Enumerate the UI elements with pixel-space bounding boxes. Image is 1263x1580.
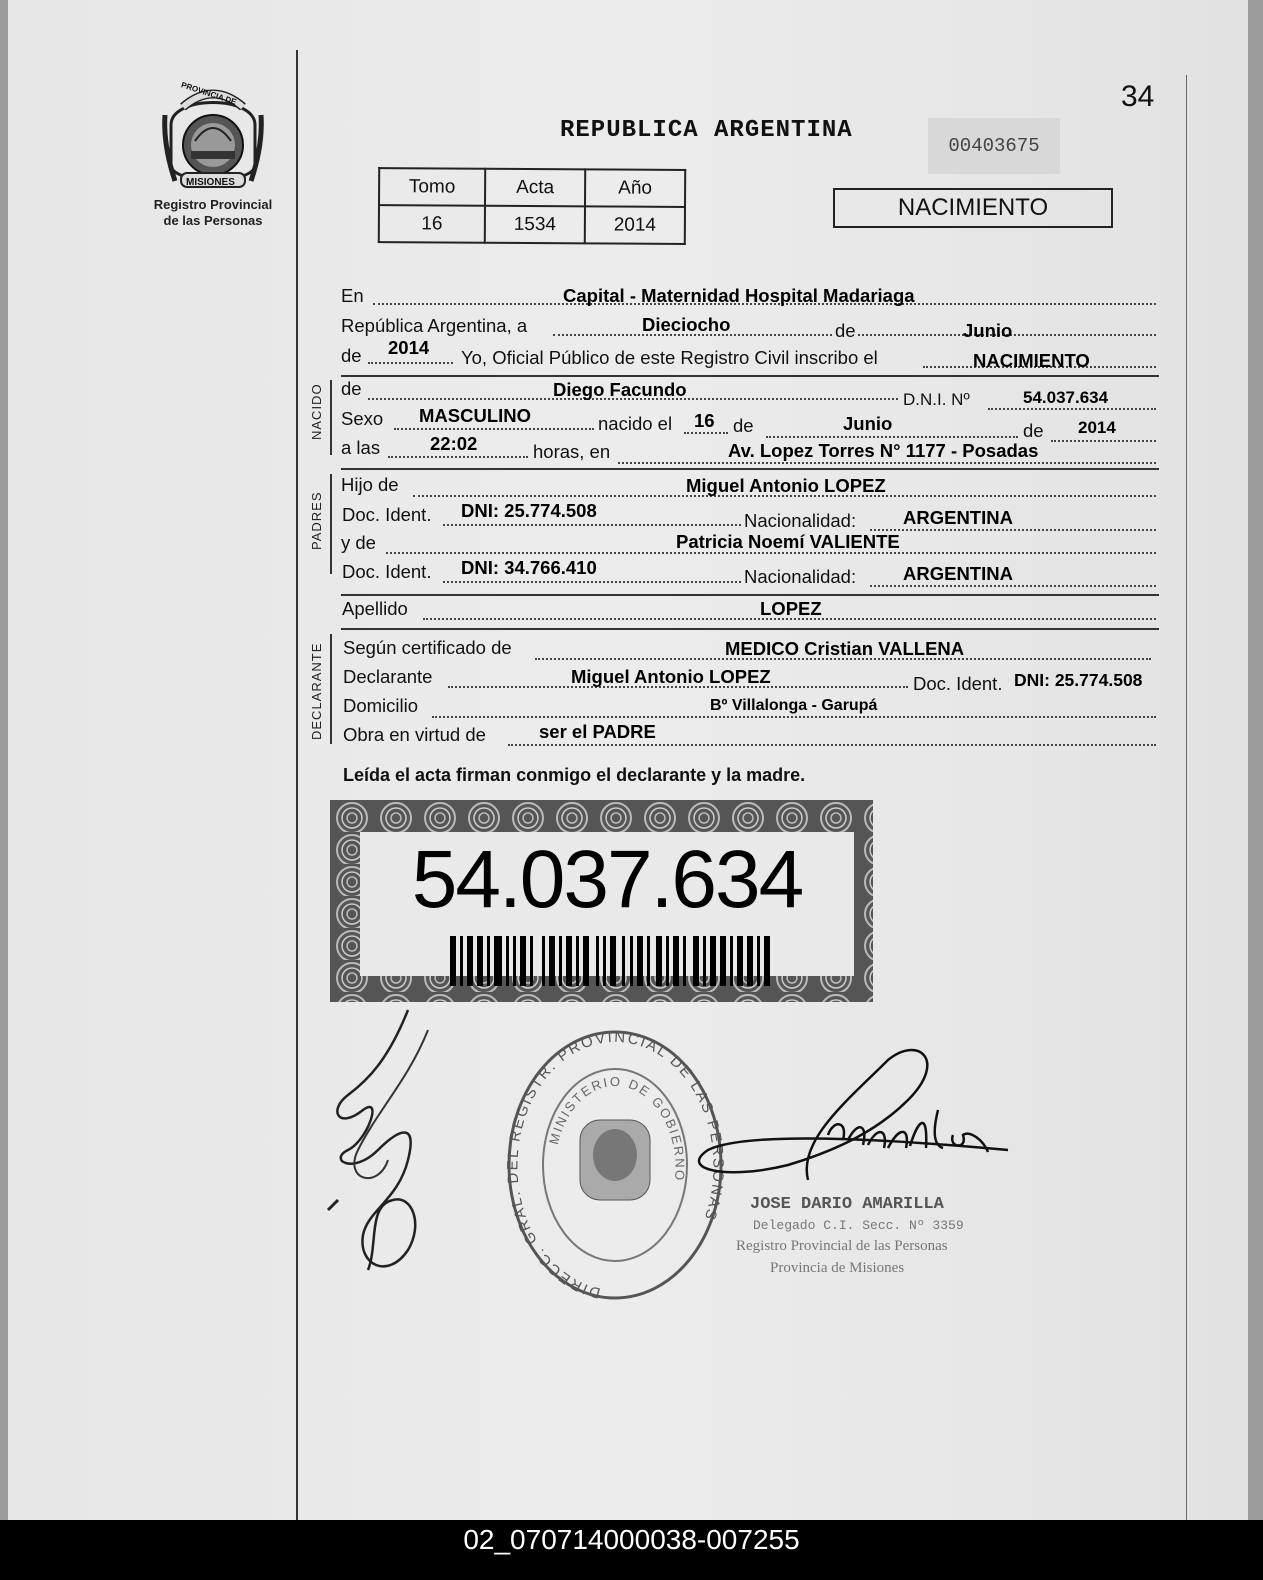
side-bracket <box>330 380 332 455</box>
domicilio-label: Domicilio <box>343 695 419 716</box>
mother-doc-value: DNI: 34.766.410 <box>461 557 597 578</box>
nacido-section-label: NACIDO <box>309 383 324 440</box>
tomo-value: 16 <box>379 205 485 243</box>
father-name-value: Miguel Antonio LOPEZ <box>686 475 886 496</box>
acta-header: Acta <box>485 169 585 207</box>
nacido-el-label: nacido el <box>598 413 673 434</box>
obra-value: ser el PADRE <box>539 721 656 742</box>
dotted-line <box>618 462 1156 464</box>
dni-sticker-number: 54.037.634 <box>411 834 803 925</box>
signer-organization: Registro Provincial de las Personas <box>736 1238 948 1254</box>
doc-ident-label: Doc. Ident. <box>342 561 432 582</box>
signer-province: Provincia de Misiones <box>770 1260 905 1276</box>
declarante-section-label: DECLARANTE <box>309 642 324 740</box>
dotted-line <box>368 362 453 364</box>
birth-place-value: Av. Lopez Torres N° 1177 - Posadas <box>728 440 1039 461</box>
nacionalidad-label: Nacionalidad: <box>744 566 857 587</box>
scan-footer: 02_070714000038-007255 <box>0 1520 1263 1580</box>
month-value: Junio <box>963 320 1013 341</box>
document-page <box>8 0 1248 1530</box>
closing-text: Leída el acta firman conmigo el declarante y la madre. <box>343 765 806 785</box>
year-value: 2014 <box>388 337 430 358</box>
section-divider <box>341 594 1159 596</box>
nacionalidad-label: Nacionalidad: <box>744 510 857 531</box>
dni-label: D.N.I. Nº <box>903 390 970 409</box>
section-divider <box>341 468 1159 470</box>
seal-ring-text: DIRECC. GRAL. DEL REGISTR. PROVINCIAL DE LAS PERSONAS <box>504 1028 727 1302</box>
acta-value: 1534 <box>485 206 585 244</box>
child-dni-value: 54.037.634 <box>1023 388 1109 407</box>
seal-inner-text: MINISTERIO DE GOBIERNO <box>546 1073 688 1183</box>
sticker-panel <box>360 832 854 976</box>
yo-text: Yo, Oficial Público de este Registro Civil inscribo el <box>461 347 878 368</box>
de-year2-label: de <box>1023 420 1044 441</box>
dotted-line <box>388 456 528 458</box>
province-emblem <box>148 80 278 229</box>
obra-label: Obra en virtud de <box>343 724 486 745</box>
declarante-doc-label: Doc. Ident. <box>913 673 1003 694</box>
child-name-value: Diego Facundo <box>553 379 687 400</box>
de-month-label: de <box>733 415 754 436</box>
birth-month-value: Junio <box>843 413 893 434</box>
certificado-label: Según certificado de <box>343 637 512 658</box>
apellido-value: LOPEZ <box>760 598 822 619</box>
domicilio-value: Bº Villalonga - Garupá <box>710 697 878 714</box>
day-value: Dieciocho <box>642 314 731 335</box>
dotted-line <box>766 436 1018 438</box>
mother-name-value: Patricia Noemí VALIENTE <box>676 531 900 552</box>
official-signature-icon <box>648 1040 1018 1200</box>
father-nationality-value: ARGENTINA <box>903 507 1013 528</box>
padres-section-label: PADRES <box>309 491 324 550</box>
declarant-signature-icon <box>308 1000 448 1290</box>
registration-value-row <box>379 205 685 244</box>
emblem-top-text: PROVINCIA DE <box>180 80 238 107</box>
birth-year-value: 2014 <box>1078 418 1116 437</box>
anio-header: Año <box>585 169 685 207</box>
dotted-line <box>988 408 1156 410</box>
record-type-box: NACIMIENTO <box>833 188 1113 228</box>
side-bracket <box>330 474 332 574</box>
tomo-header: Tomo <box>379 168 485 206</box>
de-name-label: de <box>341 378 362 399</box>
dotted-line <box>508 744 1156 746</box>
country-title: REPUBLICA ARGENTINA <box>560 117 853 144</box>
father-doc-value: DNI: 25.774.508 <box>461 500 597 521</box>
declarante-doc-value: DNI: 25.774.508 <box>1014 670 1143 690</box>
doc-ident-label: Doc. Ident. <box>342 504 432 525</box>
sexo-label: Sexo <box>341 408 384 429</box>
dotted-line <box>1051 440 1156 442</box>
apellido-label: Apellido <box>342 598 408 619</box>
dni-sticker <box>330 800 873 1002</box>
birth-day-value: 16 <box>694 410 715 431</box>
declarante-label: Declarante <box>343 666 433 687</box>
signer-role: Delegado C.I. Secc. Nº 3359 <box>753 1218 964 1233</box>
republica-label: República Argentina, a <box>341 315 528 336</box>
dotted-line <box>394 428 594 430</box>
hijo-de-label: Hijo de <box>341 474 399 495</box>
de-label: de <box>835 320 856 341</box>
page-number: 34 <box>1121 80 1155 113</box>
emblem-bottom-text: MISIONES <box>186 177 235 188</box>
serial-number: 00403675 <box>928 118 1060 174</box>
sexo-value: MASCULINO <box>419 405 532 426</box>
section-divider <box>341 628 1159 630</box>
anio-value: 2014 <box>585 206 685 244</box>
signer-name: JOSE DARIO AMARILLA <box>750 1195 944 1214</box>
left-margin-line <box>296 50 298 1530</box>
dotted-line <box>870 529 1156 531</box>
right-margin-line <box>1186 75 1187 1530</box>
birth-time-value: 22:02 <box>430 433 478 454</box>
agency-line-1: Registro Provincial <box>153 197 273 212</box>
event-value: NACIMIENTO <box>973 350 1090 371</box>
section-divider <box>341 375 1159 377</box>
dotted-line <box>870 585 1156 587</box>
dotted-line <box>684 432 728 434</box>
a-las-label: a las <box>341 437 381 458</box>
y-de-label: y de <box>341 532 376 553</box>
dotted-line <box>432 716 1156 718</box>
horas-en-label: horas, en <box>533 441 611 462</box>
certificado-value: MEDICO Cristian VALLENA <box>725 638 965 659</box>
registration-table <box>378 167 686 245</box>
mother-nationality-value: ARGENTINA <box>903 563 1013 584</box>
de-year-label: de <box>341 345 362 366</box>
en-label: En <box>341 285 364 306</box>
declarante-value: Miguel Antonio LOPEZ <box>571 666 771 687</box>
registration-header-row <box>379 168 685 207</box>
dotted-line <box>443 524 741 526</box>
barcode-icon <box>450 936 774 986</box>
place-value: Capital - Maternidad Hospital Madariaga <box>563 285 915 306</box>
side-bracket <box>330 634 332 744</box>
dotted-line <box>443 581 741 583</box>
agency-line-2: de las Personas <box>163 213 263 228</box>
